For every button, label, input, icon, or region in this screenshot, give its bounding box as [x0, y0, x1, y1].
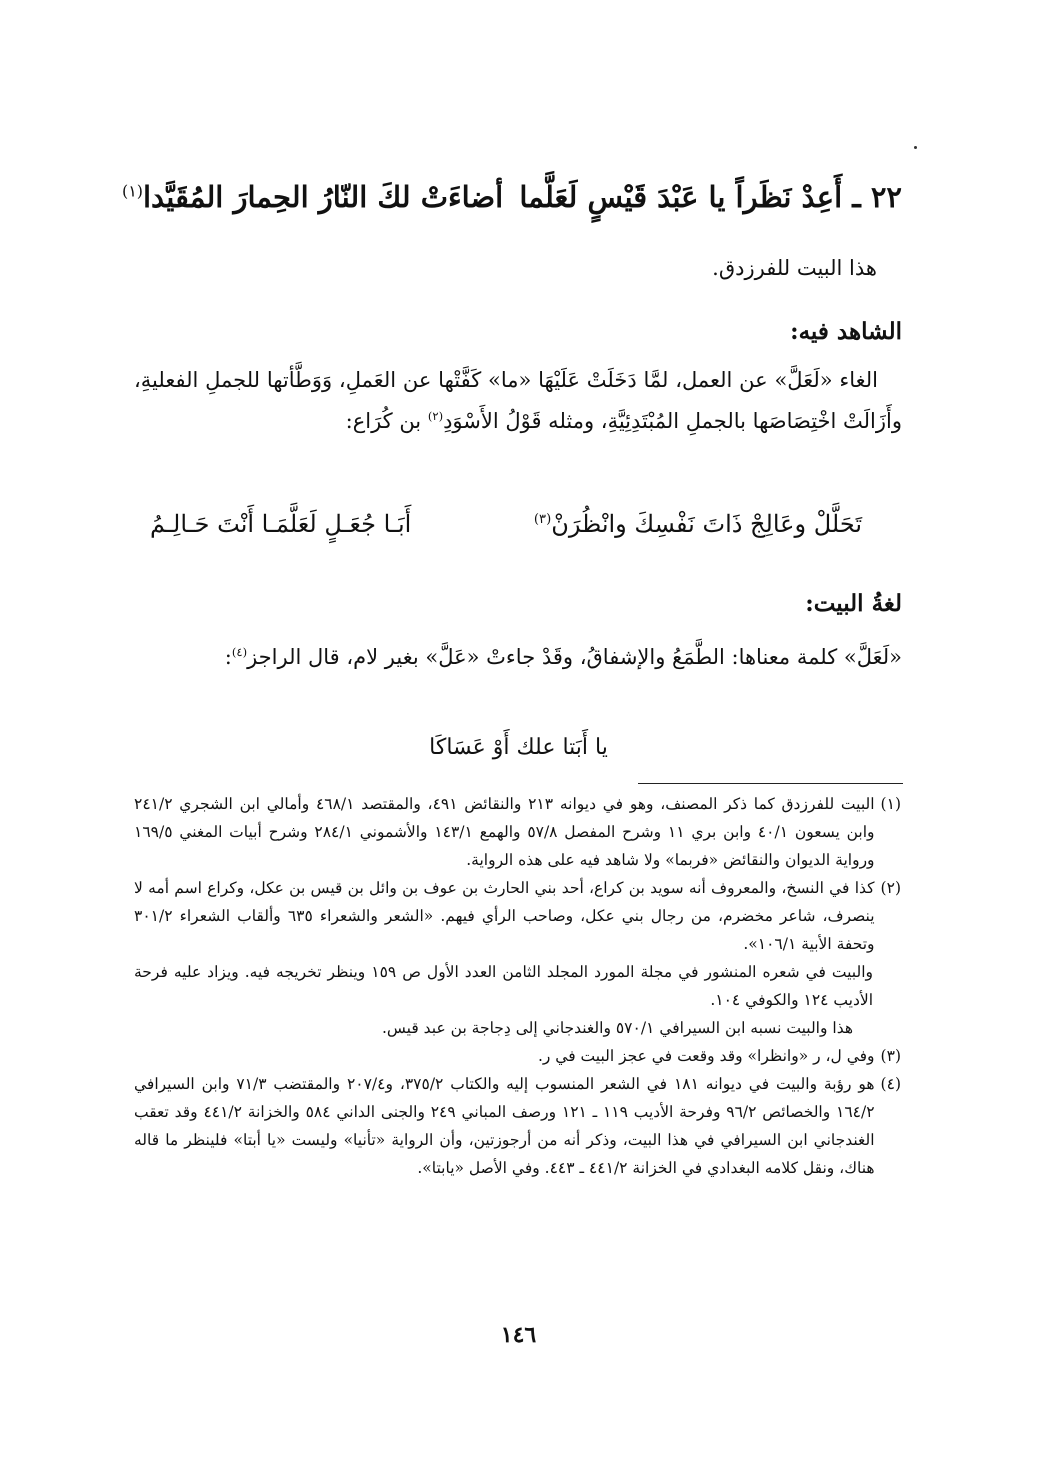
footnote-ref-3: (٣) [533, 512, 552, 527]
footnote-separator [638, 783, 903, 784]
footnote-ref-1: (١) [122, 181, 143, 201]
footnote-number: (٢) [880, 879, 901, 897]
footnote-text: البيت للفرزدق كما ذكر المصنف، وهو في ديوانه ٢١٣ والنقائض ٤٩١، والمقتصد ٤٦٨/١ وأمالي ابن الشجري ٢٤١/٢ وابن يسعون ٤٠/١ وابن بري ١١ وشرح المفصل ٥٧/٨ والهمع ١٤٣/١ والأشموني ٢٨٤/١ وشرح أبيات المغني ١٦٩/٥ ورواية الديوان والنقائض «فربما» ولا شاهد فيه على هذه الرواية. [134, 795, 875, 869]
footnotes [134, 790, 901, 1182]
footnote-1 [134, 790, 901, 874]
verse-aswad-left-wrap [534, 510, 862, 538]
stray-mark [914, 146, 917, 149]
footnote-4 [134, 1070, 901, 1182]
verse-aswad-right-hemistich: أَبَـا جُعَـلٍ لَعَلَّمَـا أَنْتَ حَـالِـمُ [150, 510, 412, 538]
verse-22 [122, 180, 902, 214]
lugha-tail: : [224, 645, 232, 669]
lugha-paragraph [134, 634, 902, 675]
heading-shahid: الشاهد فيه: [790, 318, 902, 345]
footnote-ref-2: (٢) [427, 409, 444, 423]
footnote-number: (١) [880, 795, 901, 813]
verse-22-right-hemistich: ٢٢ ـ أَعِدْ نَظَراً يا عَبْدَ قَيْسٍ لَعَلَّما [519, 180, 902, 214]
rajaz-line: يا أَبَتا علك أَوْ عَسَاكَا [429, 735, 608, 760]
attribution-line: هذا البيت للفرزدق. [712, 256, 877, 280]
footnote-number: (٣) [880, 1047, 901, 1065]
footnote-text: وفي ل، ر «وانظرا» وقد وقعت في عجز البيت في ر. [537, 1047, 875, 1065]
footnote-3 [134, 1042, 901, 1070]
footnote-number: (٤) [880, 1075, 901, 1093]
footnote-2-extra-1: والبيت في شعره المنشور في مجلة المورد المجلد الثامن العدد الأول ص ١٥٩ وينظر تخريجه فيه. ويزاد عليه فرحة الأديب ١٢٤ والكوفي ١٠٤. [134, 963, 873, 1009]
footnote-ref-4: (٤) [231, 645, 248, 659]
page-number: ١٤٦ [500, 1322, 537, 1348]
verse-aswad-left-hemistich: تَحَلَّلْ وعَالِجْ ذَاتَ نَفْسِكَ وانْظُرَنْ [551, 510, 862, 538]
lugha-text: «لَعَلَّ» كلمة معناها: الطَّمَعُ والإشفاقُ، وقَدْ جاءتْ «عَلَّ» بغير لام، قال الراجز [247, 645, 902, 669]
verse-aswad [150, 510, 862, 538]
verse-22-left-hemistich: أضاءَتْ لكَ النّارُ الحِمارَ المُقَيَّدا [143, 180, 504, 214]
footnote-2 [134, 874, 901, 958]
footnote-text: هو رؤبة والبيت في ديوانه ١٨١ في الشعر المنسوب إليه والكتاب ٣٧٥/٢، و٢٠٧/٤ والمقتضب ٧١/٣ وابن السيرافي ١٦٤/٢ والخصائص ٩٦/٢ وفرحة الأديب ١١٩ ـ ١٢١ ورصف المباني ٢٤٩ والجنى الداني ٥٨٤ والخزانة ٤٤١/٢ وقد تعقب الغندجاني ابن السيرافي في هذا البيت، وذكر أنه من أرجوزتين، وأن الرواية «تأنيا» وليست «يا أبتا» فلينظر ما قاله هناك، ونقل كلامه البغدادي في الخزانة ٤٤١/٢ ـ ٤٤٣. وفي الأصل «يابتا». [134, 1075, 875, 1177]
shahid-text: الغاء «لَعَلَّ» عن العمل، لمَّا دَخَلَتْ عَلَيْهَا «ما» كَفَّتْها عن العَملِ، وَوَطَّأتها للجملِ الفعليةِ، وأَزَالَتْ اخْتِصَاصَها بالجملِ المُبْتَدِئِيَّةِ، ومثله قَوْلُ الأَسْوَدِ [134, 368, 902, 433]
footnote-2-extra-2: هذا والبيت نسبه ابن السيرافي ٥٧٠/١ والغندجاني إلى دِجاجة بن عبد قيس. [381, 1019, 853, 1037]
shahid-paragraph [134, 362, 902, 439]
verse-22-left-hemistich-wrap [122, 180, 503, 214]
footnote-text: كذا في النسخ، والمعروف أنه سويد بن كراع، أحد بني الحارث بن عوف بن وائل بن قيس بن عكل، وكراع اسم أمه لا ينصرف، شاعر مخضرم، من رجال بني عكل، وصاحب الرأي فيهم. «الشعر والشعراء ٦٣٥ وألقاب الشعراء ٣٠١/٢ وتحفة الأبية ١٠٦/١». [134, 879, 875, 953]
heading-lugha: لغةُ البيت: [805, 590, 902, 617]
shahid-tail: بن كُرَاع: [345, 409, 428, 433]
